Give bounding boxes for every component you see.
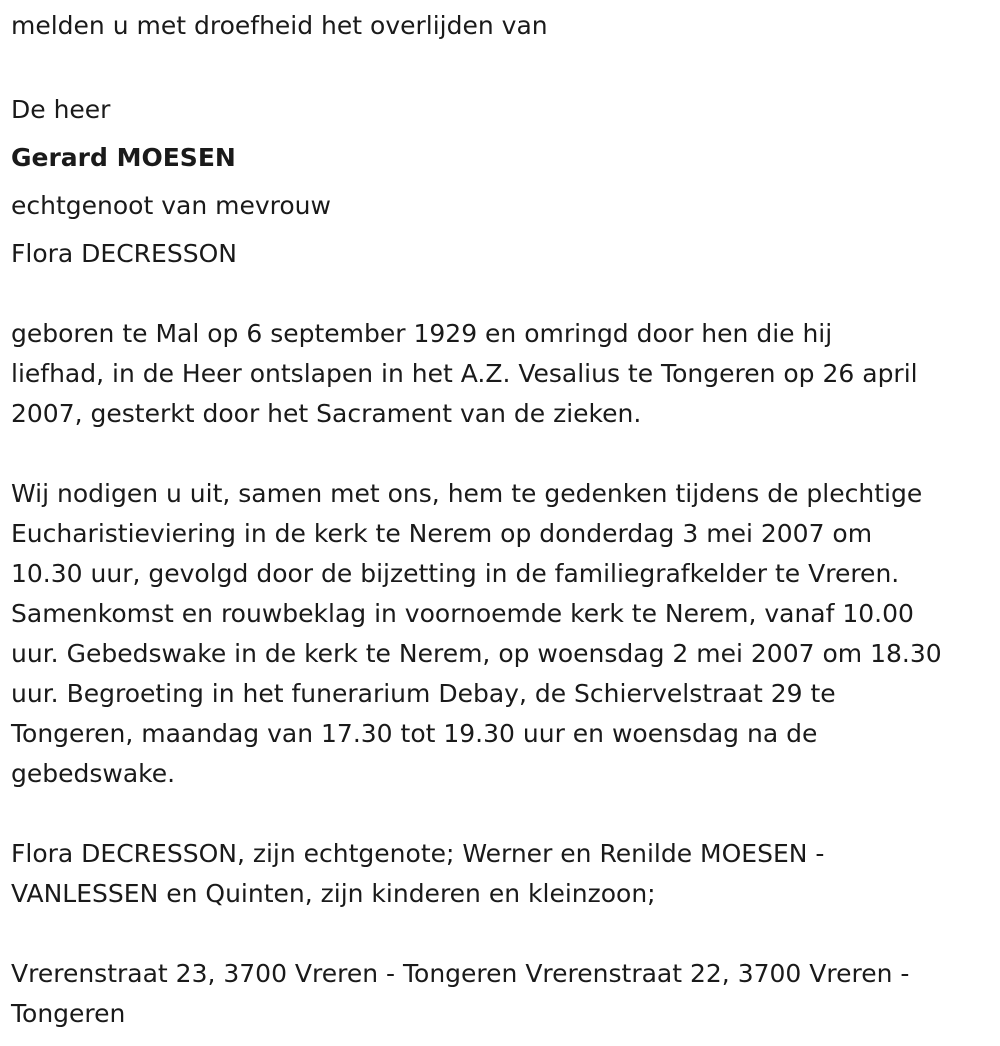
- paragraph-line: Samenkomst en rouwbeklag in voornoemde kerk te Nerem, vanaf 10.00: [11, 599, 914, 628]
- spouse-name: Flora DECRESSON: [11, 239, 237, 268]
- paragraph-line: Tongeren, maandag van 17.30 tot 19.30 uur en woensdag na de: [11, 719, 818, 748]
- paragraph-line: 10.30 uur, gevolgd door de bijzetting in de familiegrafkelder te Vreren.: [11, 559, 900, 588]
- spacer: [11, 794, 996, 834]
- deceased-name: Gerard MOESEN: [11, 143, 236, 172]
- paragraph-line: uur. Begroeting in het funerarium Debay, de Schiervelstraat 29 te: [11, 679, 836, 708]
- death-notice: [11, 6, 996, 1034]
- family-paragraph: [11, 834, 996, 914]
- birth-paragraph: [11, 314, 996, 434]
- ceremony-paragraph: [11, 474, 996, 794]
- paragraph-line: Tongeren: [11, 999, 126, 1028]
- spacer: [11, 46, 996, 86]
- paragraph-line: Vrerenstraat 23, 3700 Vreren - Tongeren Vrerenstraat 22, 3700 Vreren -: [11, 959, 910, 988]
- paragraph-line: uur. Gebedswake in de kerk te Nerem, op woensdag 2 mei 2007 om 18.30: [11, 639, 942, 668]
- spacer: [11, 914, 996, 954]
- paragraph-line: Flora DECRESSON, zijn echtgenote; Werner en Renilde MOESEN -: [11, 839, 825, 868]
- paragraph-line: VANLESSEN en Quinten, zijn kinderen en kleinzoon;: [11, 879, 656, 908]
- deceased-relation: echtgenoot van mevrouw: [11, 191, 331, 220]
- paragraph-line: Eucharistieviering in de kerk te Nerem op donderdag 3 mei 2007 om: [11, 519, 873, 548]
- spacer: [11, 278, 996, 314]
- spacer: [11, 434, 996, 474]
- paragraph-line: gebedswake.: [11, 759, 176, 788]
- paragraph-line: geboren te Mal op 6 september 1929 en omringd door hen die hij: [11, 319, 833, 348]
- deceased-title: De heer: [11, 95, 111, 124]
- paragraph-line: 2007, gesterkt door het Sacrament van de zieken.: [11, 399, 642, 428]
- paragraph-line: liefhad, in de Heer ontslapen in het A.Z. Vesalius te Tongeren op 26 april: [11, 359, 918, 388]
- intro-text: melden u met droefheid het overlijden van: [11, 11, 548, 40]
- paragraph-line: Wij nodigen u uit, samen met ons, hem te gedenken tijdens de plechtige: [11, 479, 923, 508]
- address-paragraph: [11, 954, 996, 1034]
